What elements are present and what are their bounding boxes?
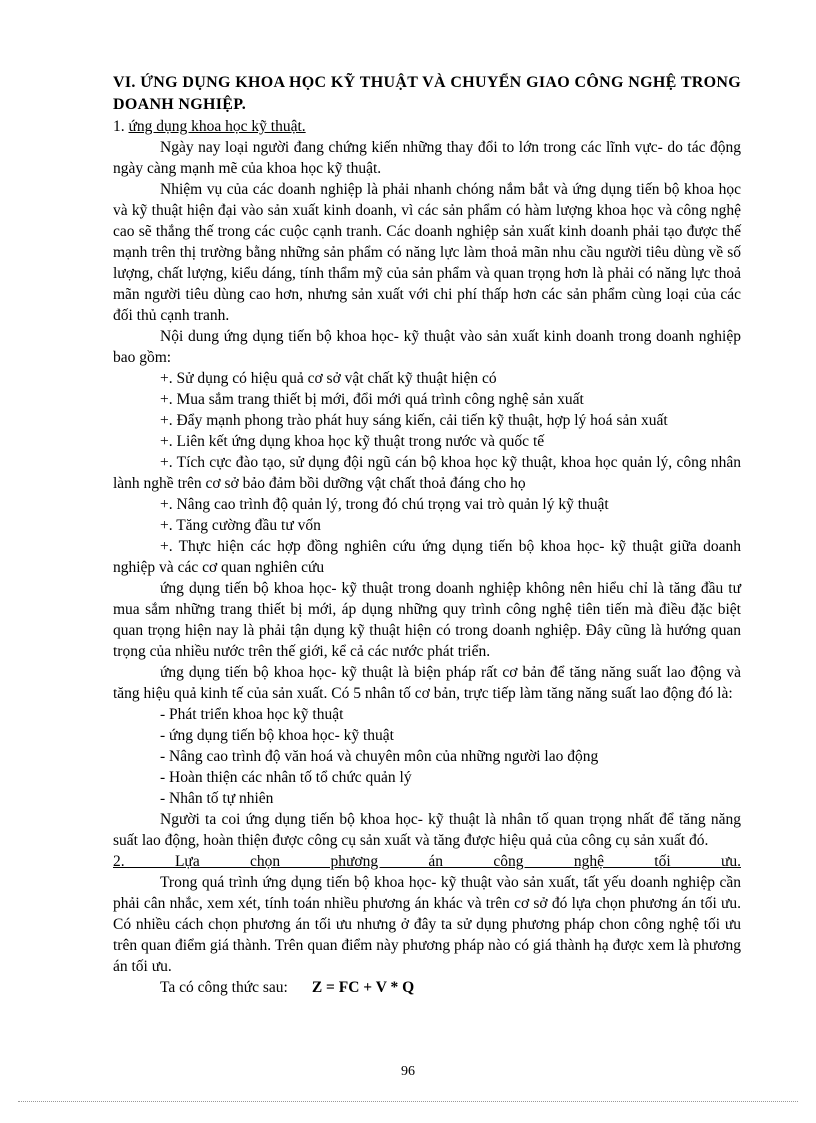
- formula-line: [113, 977, 741, 998]
- paragraph-4: ứng dụng tiến bộ khoa học- kỹ thuật trong doanh nghiệp không nên hiểu chỉ là tăng đầu tư mua sắm những trang thiết bị mới, áp dụng những quy trình công nghệ tiên tiến mà điều đặc biệt quan trọng hiện nay là phải tận dụng kỹ thuật hiện có trong doanh nghiệp. Đây cũng là hướng quan trọng của nhiều nước trên thế giới, kể cả các nước phát triển.: [113, 580, 741, 660]
- paragraph-7: Trong quá trình ứng dụng tiến bộ khoa học- kỹ thuật vào sản xuất, tất yếu doanh nghiệp cần phải cân nhắc, xem xét, tính toán nhiều phương án khác và trên cơ sở đó lựa chọn phương án tối ưu. Có nhiều cách chọn phương án tối ưu nhưng ở đây ta sử dụng phương pháp chon công nghệ tối ưu trên quan điểm giá thành. Trên quan điểm này phương pháp nào có giá thành hạ được xem là phương án tối ưu.: [113, 874, 741, 975]
- subsection-1-title: ứng dụng khoa học kỹ thuật.: [128, 118, 306, 135]
- page-number: 96: [401, 1064, 415, 1079]
- subsection-2-heading: 2. Lựa chọn phương án công nghệ tối ưu.: [113, 853, 741, 870]
- cost-formula: Z = FC + V * Q: [311, 979, 415, 996]
- dash-item-2: - ứng dụng tiến bộ khoa học- kỹ thuật: [160, 727, 394, 744]
- paragraph-5: ứng dụng tiến bộ khoa học- kỹ thuật là biện pháp rất cơ bản để tăng năng suất lao động và tăng hiệu quả kinh tế của sản xuất. Có 5 nhân tố cơ bản, trực tiếp làm tăng năng suất lao động đó là:: [113, 664, 741, 702]
- formula-intro: Ta có công thức sau:: [160, 979, 288, 996]
- plus-item-7: +. Tăng cường đầu tư vốn: [160, 517, 321, 534]
- plus-item-3: +. Đẩy mạnh phong trào phát huy sáng kiến, cải tiến kỹ thuật, hợp lý hoá sản xuất: [160, 412, 668, 429]
- dash-item-4: - Hoàn thiện các nhân tố tổ chức quản lý: [160, 769, 412, 786]
- plus-item-8: +. Thực hiện các hợp đồng nghiên cứu ứng dụng tiến bộ khoa học- kỹ thuật giữa doanh nghiệp và các cơ quan nghiên cứu: [113, 538, 741, 576]
- subsection-1-heading: [113, 116, 741, 137]
- paragraph-1: Ngày nay loại người đang chứng kiến những thay đổi to lớn trong các lĩnh vực- do tác động ngày càng mạnh mẽ của khoa học kỹ thuật.: [113, 139, 741, 177]
- subsection-1-number: 1.: [113, 118, 129, 135]
- plus-item-4: +. Liên kết ứng dụng khoa học kỹ thuật trong nước và quốc tế: [160, 433, 545, 450]
- plus-item-5: +. Tích cực đào tạo, sử dụng đội ngũ cán bộ khoa học kỹ thuật, khoa học quản lý, công nhân lành nghề trên cơ sở bảo đảm bồi dưỡng vật chất thoả đáng cho họ: [113, 454, 741, 492]
- plus-item-6: +. Nâng cao trình độ quản lý, trong đó chú trọng vai trò quản lý kỹ thuật: [160, 496, 609, 513]
- section-heading: VI. ỨNG DỤNG KHOA HỌC KỸ THUẬT VÀ CHUYỂN GIAO CÔNG NGHỆ TRONG DOANH NGHIỆP.: [113, 74, 741, 113]
- dash-item-1: - Phát triển khoa học kỹ thuật: [160, 706, 344, 723]
- dash-item-5: - Nhân tố tự nhiên: [160, 790, 274, 807]
- paragraph-3: Nội dung ứng dụng tiến bộ khoa học- kỹ thuật vào sản xuất kinh doanh trong doanh nghiệp bao gồm:: [113, 328, 741, 366]
- dash-item-3: - Nâng cao trình độ văn hoá và chuyên môn của những người lao động: [160, 748, 599, 765]
- plus-item-2: +. Mua sắm trang thiết bị mới, đổi mới quá trình công nghệ sản xuất: [160, 391, 584, 408]
- document-page: [113, 72, 741, 998]
- plus-item-1: +. Sử dụng có hiệu quả cơ sở vật chất kỹ thuật hiện có: [160, 370, 497, 387]
- paragraph-2: Nhiệm vụ của các doanh nghiệp là phải nhanh chóng nắm bắt và ứng dụng tiến bộ khoa học và kỹ thuật hiện đại vào sản xuất kinh doanh, vì các sản phẩm có hàm lượng khoa học và công nghệ cao sẽ thắng thế trong các cuộc cạnh tranh. Các doanh nghiệp sản xuất kinh doanh phải tạo được thế mạnh trên thị trường bằng những sản phẩm có năng lực làm thoả mãn nhu cầu người tiêu dùng về số lượng, chất lượng, kiểu dáng, tính thẩm mỹ của sản phẩm và quan trọng hơn là phải có năng lực thoả mãn người tiêu dùng cao hơn, nhưng sản xuất với chi phí thấp hơn các sản phẩm cùng loại của các đối thủ cạnh tranh.: [113, 181, 741, 324]
- bottom-divider: [18, 1101, 798, 1102]
- paragraph-6: Người ta coi ứng dụng tiến bộ khoa học- kỹ thuật là nhân tố quan trọng nhất để tăng năng suất lao động, hoàn thiện được công cụ sản xuất và tăng được hiệu quả của công cụ sản xuất đó.: [113, 811, 741, 849]
